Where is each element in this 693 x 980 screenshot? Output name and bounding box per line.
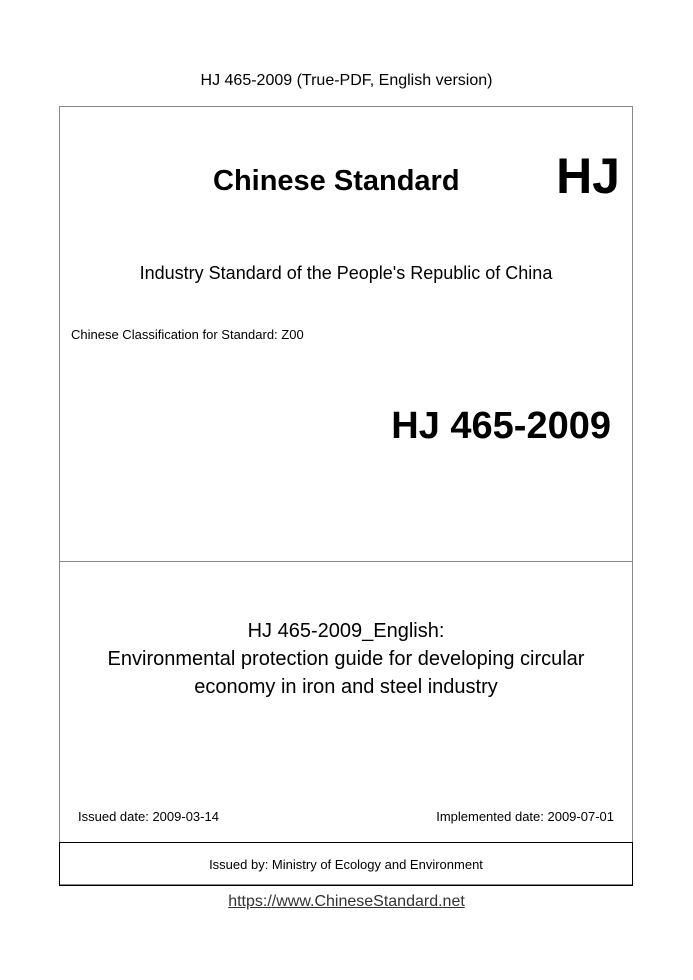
document-title-line-3: economy in iron and steel industry xyxy=(194,676,498,698)
website-link[interactable]: https://www.ChineseStandard.net xyxy=(228,893,465,910)
page-header: HJ 465-2009 (True-PDF, English version) xyxy=(200,72,493,89)
implemented-date: Implemented date: 2009-07-01 xyxy=(436,809,614,824)
standard-type-title: Chinese Standard xyxy=(213,165,460,197)
standard-code-logo: HJ xyxy=(556,148,620,204)
cover-frame xyxy=(59,106,633,885)
standard-number: HJ 465-2009 xyxy=(391,405,611,447)
issuer-box xyxy=(59,842,633,886)
issued-by: Issued by: Ministry of Ecology and Environment xyxy=(209,856,483,872)
cover-top-section xyxy=(60,107,632,562)
document-title-line-2: Environmental protection guide for developing circular xyxy=(107,648,585,670)
classification-line: Chinese Classification for Standard: Z00 xyxy=(71,327,304,342)
issued-date: Issued date: 2009-03-14 xyxy=(78,809,219,824)
document-title-line-1: HJ 465-2009_English: xyxy=(247,620,445,642)
industry-standard-line: Industry Standard of the People's Republic of China xyxy=(139,263,553,283)
document-title xyxy=(60,617,632,701)
